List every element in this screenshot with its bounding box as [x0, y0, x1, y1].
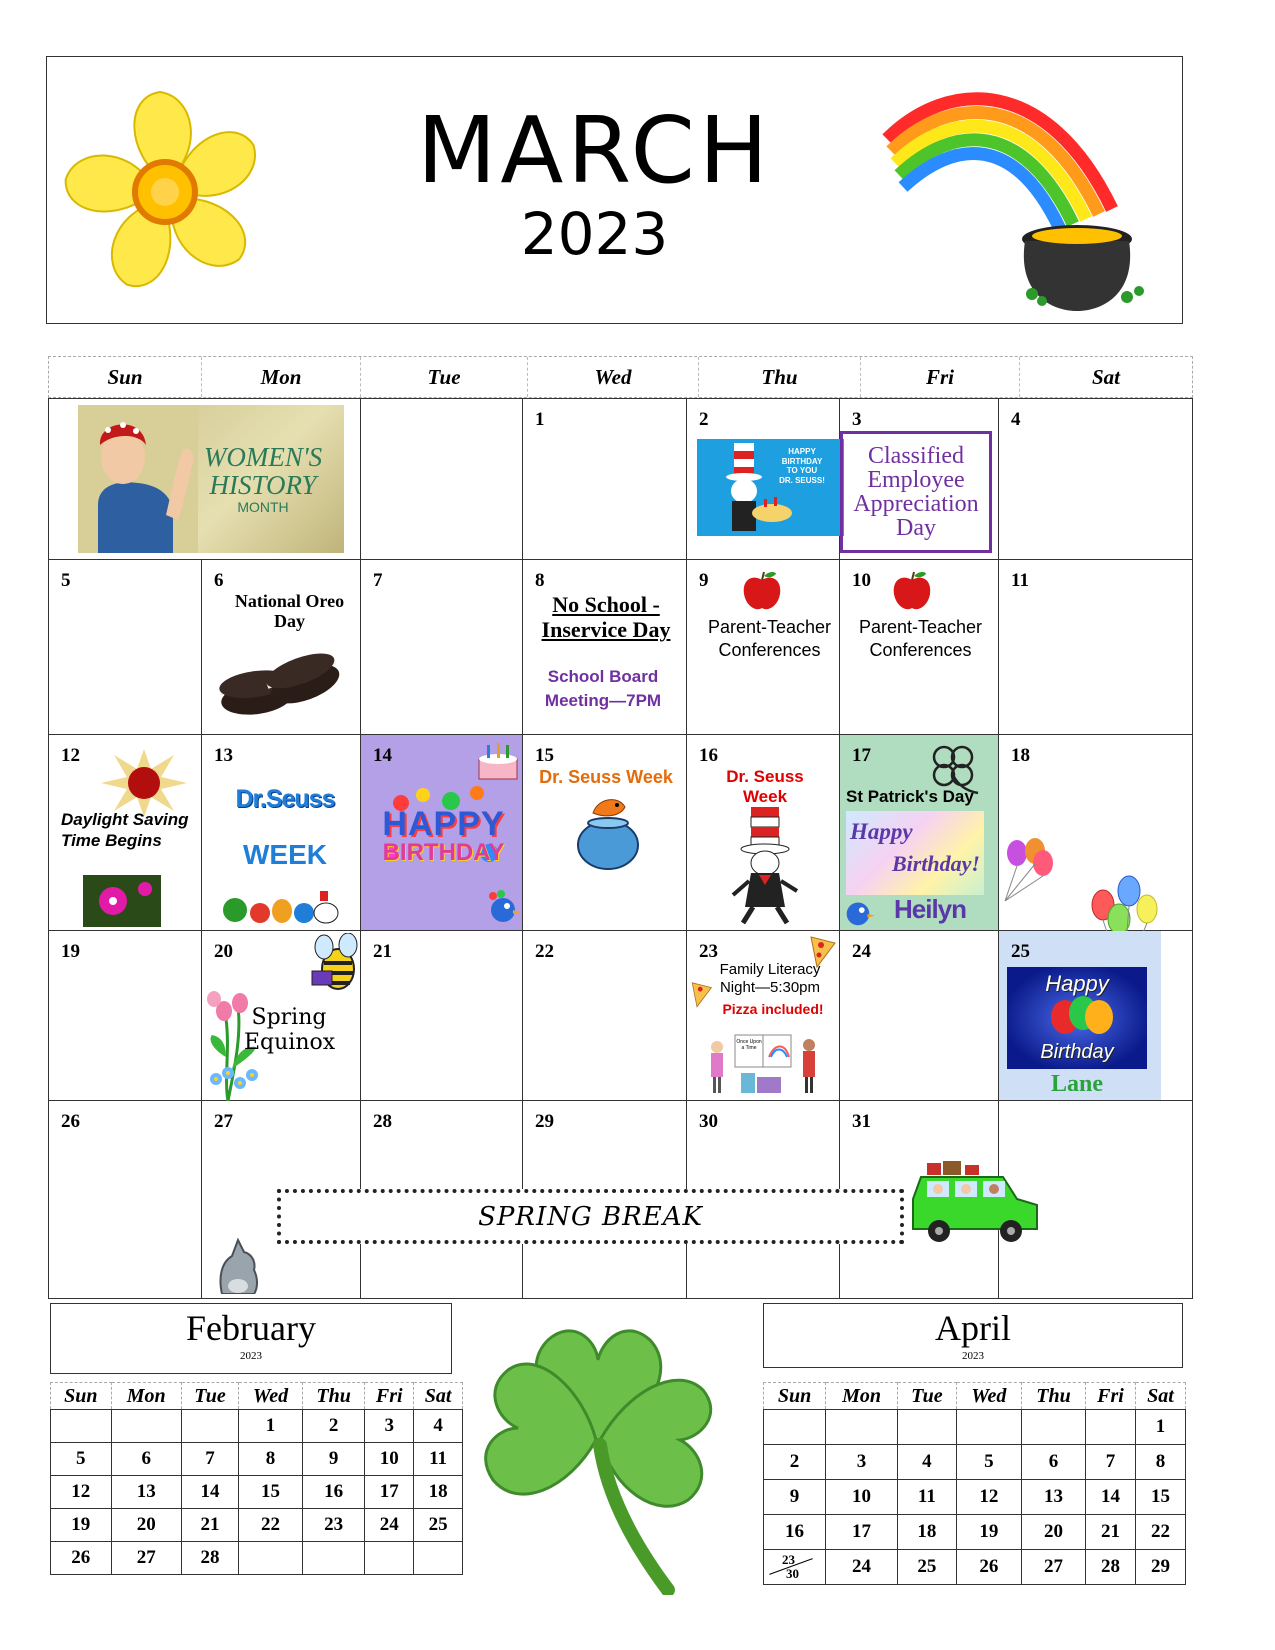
- day-cell-4[interactable]: [999, 399, 1192, 560]
- daylight-saving-text: Daylight Saving Time Begins: [61, 810, 189, 851]
- family-reading-icon: [705, 1027, 823, 1095]
- split-day-top: 23: [782, 1552, 795, 1567]
- mini-day-11[interactable]: 11: [898, 1480, 957, 1515]
- mini-day-empty: [414, 1542, 463, 1575]
- day-number: 20: [214, 941, 233, 962]
- pizza-included-text: Pizza included!: [722, 1001, 824, 1017]
- happy-text: Happy: [850, 819, 913, 844]
- mini-day-6[interactable]: 6: [111, 1443, 181, 1476]
- day-cell-11[interactable]: [999, 560, 1192, 735]
- day-cell-22[interactable]: [523, 931, 687, 1101]
- birthday-text: Birthday!: [891, 851, 980, 876]
- classified-employee-text: Classified Employee Appreciation Day: [853, 443, 979, 541]
- mini-day-21[interactable]: 21: [1086, 1515, 1136, 1550]
- weekday-wed: Wed: [239, 1383, 303, 1410]
- day-number: 31: [852, 1111, 871, 1132]
- book-text: Once Upon a Time: [736, 1039, 762, 1051]
- february-title-box: [50, 1303, 452, 1374]
- day-number: 8: [535, 570, 545, 591]
- week-row: [51, 1443, 463, 1476]
- weekday-thu: Thu: [302, 1383, 365, 1410]
- mini-day-2[interactable]: 2: [302, 1410, 365, 1443]
- day-cell-21[interactable]: [361, 931, 523, 1101]
- day-cell-26[interactable]: [49, 1101, 202, 1298]
- happy-birthday-card: [846, 811, 984, 895]
- mini-day-8[interactable]: 8: [1135, 1445, 1185, 1480]
- day-number: 26: [61, 1111, 80, 1132]
- mini-day-3[interactable]: 3: [365, 1410, 414, 1443]
- mini-day-7[interactable]: 7: [1086, 1445, 1136, 1480]
- day-number: 21: [373, 941, 392, 962]
- bird-icon: [840, 895, 876, 929]
- weekday-fri: Fri: [1086, 1383, 1136, 1410]
- birthday-cake-icon: [475, 737, 521, 783]
- april-year: 2023: [962, 1350, 984, 1362]
- weekday-tue: Tue: [898, 1383, 957, 1410]
- mini-day-empty: [239, 1542, 303, 1575]
- day-cell-24[interactable]: [840, 931, 999, 1101]
- mini-day-10[interactable]: 10: [365, 1443, 414, 1476]
- shamrock-icon: [478, 1310, 718, 1595]
- card-line1: HAPPY: [788, 447, 816, 456]
- weekday-sun: Sun: [51, 1383, 112, 1410]
- mini-day-empty: [181, 1410, 238, 1443]
- cat-in-the-hat-icon: [729, 807, 801, 925]
- day-number: 17: [852, 745, 871, 766]
- apple-icon: [742, 570, 782, 612]
- dr-seuss-week-text: Dr. Seuss Week: [726, 767, 804, 806]
- mini-day-28[interactable]: 28: [181, 1542, 238, 1575]
- mini-day-27[interactable]: 27: [111, 1542, 181, 1575]
- day-cell-12[interactable]: [49, 735, 202, 931]
- mini-day-9[interactable]: 9: [302, 1443, 365, 1476]
- bee-reading-icon: [310, 933, 362, 995]
- st-patricks-day-text: St Patrick's Day: [846, 787, 974, 806]
- mini-day-16[interactable]: 16: [764, 1515, 826, 1550]
- weekday-header-row: [48, 356, 1193, 398]
- mini-day-empty: [111, 1410, 181, 1443]
- day-cell-9[interactable]: [687, 560, 840, 735]
- mini-day-17[interactable]: 17: [826, 1515, 898, 1550]
- day-cell-10[interactable]: [840, 560, 999, 735]
- lane-name-text: Lane: [1050, 1071, 1103, 1097]
- mini-day-9[interactable]: 9: [764, 1480, 826, 1515]
- day-number: 15: [535, 745, 554, 766]
- womens-history-line3: MONTH: [237, 498, 289, 515]
- rainbow-pot-of-gold-icon: [877, 79, 1172, 319]
- mini-day-24[interactable]: 24: [365, 1509, 414, 1542]
- mini-day-20[interactable]: 20: [111, 1509, 181, 1542]
- mini-day-28[interactable]: 28: [1086, 1550, 1136, 1585]
- february-month-title: February: [186, 1308, 316, 1348]
- day-number: 18: [1011, 745, 1030, 766]
- week-row: [51, 1509, 463, 1542]
- day-number: 3: [852, 409, 862, 430]
- weekday-row: [764, 1383, 1186, 1410]
- mini-day-5[interactable]: 5: [956, 1445, 1021, 1480]
- weekday-tue: Tue: [361, 357, 528, 397]
- mini-day-empty: [302, 1542, 365, 1575]
- day-number: 22: [535, 941, 554, 962]
- weekday-thu: Thu: [699, 357, 861, 397]
- day-cell-8[interactable]: [523, 560, 687, 735]
- apple-icon: [892, 570, 932, 612]
- spring-equinox-text: Spring Equinox: [244, 1005, 336, 1056]
- mini-day-3[interactable]: 3: [826, 1445, 898, 1480]
- day-number: 2: [699, 409, 709, 430]
- birthday-text: BIRTHDAY: [382, 839, 505, 866]
- mini-day-26[interactable]: 26: [51, 1542, 112, 1575]
- day-number: 14: [373, 745, 392, 766]
- day-cell-18[interactable]: [999, 735, 1192, 931]
- mini-day-25[interactable]: 25: [414, 1509, 463, 1542]
- weekday-mon: Mon: [111, 1383, 181, 1410]
- day-number: 9: [699, 570, 709, 591]
- dr-seuss-logo-text: Dr.Seuss: [235, 785, 335, 813]
- mini-day-8[interactable]: 8: [239, 1443, 303, 1476]
- mini-day-empty: [1086, 1410, 1136, 1445]
- day-cell-15[interactable]: [523, 735, 687, 931]
- year-title: 2023: [520, 200, 669, 268]
- dr-seuss-birthday-card: [697, 439, 844, 536]
- day-cell-25[interactable]: [999, 931, 1192, 1101]
- womens-history-month-image: [78, 405, 344, 553]
- card-line4: DR. SEUSS!: [779, 475, 825, 485]
- weekday-sat: Sat: [1135, 1383, 1185, 1410]
- womens-history-line2: HISTORY: [209, 470, 317, 501]
- mini-day-23[interactable]: 23: [302, 1509, 365, 1542]
- day-cell-5[interactable]: [49, 560, 202, 735]
- weekday-thu: Thu: [1021, 1383, 1085, 1410]
- week-row: [51, 1542, 463, 1575]
- mini-day-4[interactable]: 4: [898, 1445, 957, 1480]
- weekday-sun: Sun: [49, 357, 202, 397]
- dr-seuss-week-text: Dr. Seuss Week: [539, 767, 673, 787]
- day-number: 25: [1011, 941, 1030, 962]
- weekday-wed: Wed: [956, 1383, 1021, 1410]
- weekday-wed: Wed: [528, 357, 699, 397]
- mini-day-27[interactable]: 27: [1021, 1550, 1085, 1585]
- month-title: MARCH: [416, 97, 773, 204]
- mini-day-20[interactable]: 20: [1021, 1515, 1085, 1550]
- day-number: 6: [214, 570, 224, 591]
- mini-day-14[interactable]: 14: [1086, 1480, 1136, 1515]
- mini-day-15[interactable]: 15: [1135, 1480, 1185, 1515]
- mini-day-6[interactable]: 6: [1021, 1445, 1085, 1480]
- day-cell-16[interactable]: [687, 735, 840, 931]
- mini-day-21[interactable]: 21: [181, 1509, 238, 1542]
- day-number: 16: [699, 745, 718, 766]
- card-line3: TO YOU: [786, 466, 818, 476]
- mini-day-7[interactable]: 7: [181, 1443, 238, 1476]
- april-mini-calendar: [763, 1382, 1186, 1585]
- happy-text: Happy: [1045, 971, 1109, 996]
- seuss-characters-icon: [220, 885, 345, 925]
- womens-history-line1: WOMEN'S: [203, 442, 323, 472]
- mini-day-11[interactable]: 11: [414, 1443, 463, 1476]
- rosie-riveter-icon: [78, 405, 198, 553]
- heilyn-name-text: Heilyn: [893, 894, 967, 924]
- bird-icon: [485, 890, 521, 926]
- week-row: [51, 1476, 463, 1509]
- family-literacy-text: Family Literacy Night—5:30pm: [719, 961, 821, 996]
- mini-day-26[interactable]: 26: [956, 1550, 1021, 1585]
- parent-teacher-conferences-text: Parent-Teacher Conferences: [707, 617, 832, 661]
- day-cell-13[interactable]: [202, 735, 361, 931]
- oreo-cookie-icon: [217, 648, 347, 728]
- mini-day-18[interactable]: 18: [898, 1515, 957, 1550]
- mini-day-18[interactable]: 18: [414, 1476, 463, 1509]
- april-title-box: [763, 1303, 1183, 1368]
- mini-day-2[interactable]: 2: [764, 1445, 826, 1480]
- mini-day-29[interactable]: 29: [1135, 1550, 1185, 1585]
- mini-day-19[interactable]: 19: [51, 1509, 112, 1542]
- mini-day-17[interactable]: 17: [365, 1476, 414, 1509]
- mini-day-empty: [51, 1410, 112, 1443]
- week-row: [764, 1445, 1186, 1480]
- day-number: 23: [699, 941, 718, 962]
- day-cell-empty: [361, 399, 523, 560]
- weekday-fri: Fri: [861, 357, 1020, 397]
- mini-day-empty: [365, 1542, 414, 1575]
- day-cell-19[interactable]: [49, 931, 202, 1101]
- mini-day-23-30[interactable]: [764, 1550, 826, 1585]
- mini-day-15[interactable]: 15: [239, 1476, 303, 1509]
- mini-day-empty: [826, 1410, 898, 1445]
- split-day-bottom: 30: [786, 1566, 799, 1581]
- weekday-fri: Fri: [365, 1383, 414, 1410]
- weekday-sun: Sun: [764, 1383, 826, 1410]
- no-school-inservice-text: No School - Inservice Day: [541, 592, 671, 643]
- day-number: 13: [214, 745, 233, 766]
- february-mini-calendar: [50, 1382, 463, 1575]
- mini-day-empty: [956, 1410, 1021, 1445]
- fishbowl-icon: [573, 793, 643, 873]
- happy-text: HAPPY: [382, 805, 505, 843]
- weekday-row: [51, 1383, 463, 1410]
- day-number: 30: [699, 1111, 718, 1132]
- march-calendar-grid: [48, 398, 1193, 1299]
- day-cell-20[interactable]: [202, 931, 361, 1101]
- mini-day-12[interactable]: 12: [956, 1480, 1021, 1515]
- day-cell-14[interactable]: [361, 735, 523, 931]
- day-cell-23[interactable]: [687, 931, 840, 1101]
- mini-day-10[interactable]: 10: [826, 1480, 898, 1515]
- week-row: [51, 1410, 463, 1443]
- day-cell-2[interactable]: [687, 399, 840, 560]
- mini-day-12[interactable]: 12: [51, 1476, 112, 1509]
- calendar-header: [46, 56, 1183, 324]
- balloons-icon: [999, 835, 1059, 905]
- mini-day-13[interactable]: 13: [1021, 1480, 1085, 1515]
- parent-teacher-conferences-text: Parent-Teacher Conferences: [858, 617, 983, 661]
- day-number: 28: [373, 1111, 392, 1132]
- day-number: 10: [852, 570, 871, 591]
- day-number: 29: [535, 1111, 554, 1132]
- day-number: 7: [373, 570, 383, 591]
- school-board-meeting-text: School Board Meeting—7PM: [544, 667, 662, 710]
- day-number: 5: [61, 570, 71, 591]
- pink-flower-photo: [83, 875, 161, 927]
- february-year: 2023: [240, 1350, 262, 1362]
- day-number: 4: [1011, 409, 1021, 430]
- mini-day-4[interactable]: 4: [414, 1410, 463, 1443]
- balloons-icon: [1047, 993, 1117, 1043]
- day-number: 19: [61, 941, 80, 962]
- car-trip-icon: [907, 1159, 1042, 1251]
- weekday-sat: Sat: [414, 1383, 463, 1410]
- mini-day-empty: [764, 1410, 826, 1445]
- mini-day-19[interactable]: 19: [956, 1515, 1021, 1550]
- mini-day-16[interactable]: 16: [302, 1476, 365, 1509]
- week-row: [764, 1410, 1186, 1445]
- week-row: [764, 1480, 1186, 1515]
- week-row: [764, 1550, 1186, 1585]
- weekday-sat: Sat: [1091, 365, 1120, 389]
- birthday-text: Birthday: [1040, 1041, 1114, 1063]
- day-number: 1: [535, 409, 545, 430]
- mini-day-empty: [898, 1410, 957, 1445]
- howling-wolf-icon: [212, 1236, 264, 1294]
- mini-day-22[interactable]: 22: [1135, 1515, 1185, 1550]
- weekday-tue: Tue: [181, 1383, 238, 1410]
- day-number: 24: [852, 941, 871, 962]
- day-number: 12: [61, 745, 80, 766]
- happy-birthday-balloons-card: [1007, 967, 1147, 1069]
- day-number: 11: [1011, 570, 1029, 591]
- mini-day-24[interactable]: 24: [826, 1550, 898, 1585]
- classified-appreciation-box: [840, 431, 992, 553]
- mini-day-13[interactable]: 13: [111, 1476, 181, 1509]
- family-reading-illustration: [705, 1027, 823, 1095]
- mini-day-5[interactable]: 5: [51, 1443, 112, 1476]
- mini-day-14[interactable]: 14: [181, 1476, 238, 1509]
- day-number: 27: [214, 1111, 233, 1132]
- day-cell-3[interactable]: [840, 399, 999, 560]
- weekday-mon: Mon: [202, 357, 361, 397]
- day-cell-7[interactable]: [361, 560, 523, 735]
- weekday-mon: Mon: [826, 1383, 898, 1410]
- spring-break-banner: [277, 1189, 904, 1244]
- day-cell-17[interactable]: [840, 735, 999, 931]
- mini-day-25[interactable]: 25: [898, 1550, 957, 1585]
- seuss-week-word: WEEK: [243, 839, 327, 870]
- april-month-title: April: [935, 1308, 1011, 1348]
- mini-day-22[interactable]: 22: [239, 1509, 303, 1542]
- day-cell-1[interactable]: [523, 399, 687, 560]
- national-oreo-day-text: National Oreo Day: [234, 591, 345, 631]
- spring-break-text: SPRING BREAK: [478, 1201, 703, 1232]
- mini-day-empty: [1021, 1410, 1085, 1445]
- day-cell-6[interactable]: [202, 560, 361, 735]
- mini-day-1[interactable]: 1: [1135, 1410, 1185, 1445]
- week-row: [764, 1515, 1186, 1550]
- mini-day-1[interactable]: 1: [239, 1410, 303, 1443]
- card-line2: BIRTHDAY: [781, 456, 823, 466]
